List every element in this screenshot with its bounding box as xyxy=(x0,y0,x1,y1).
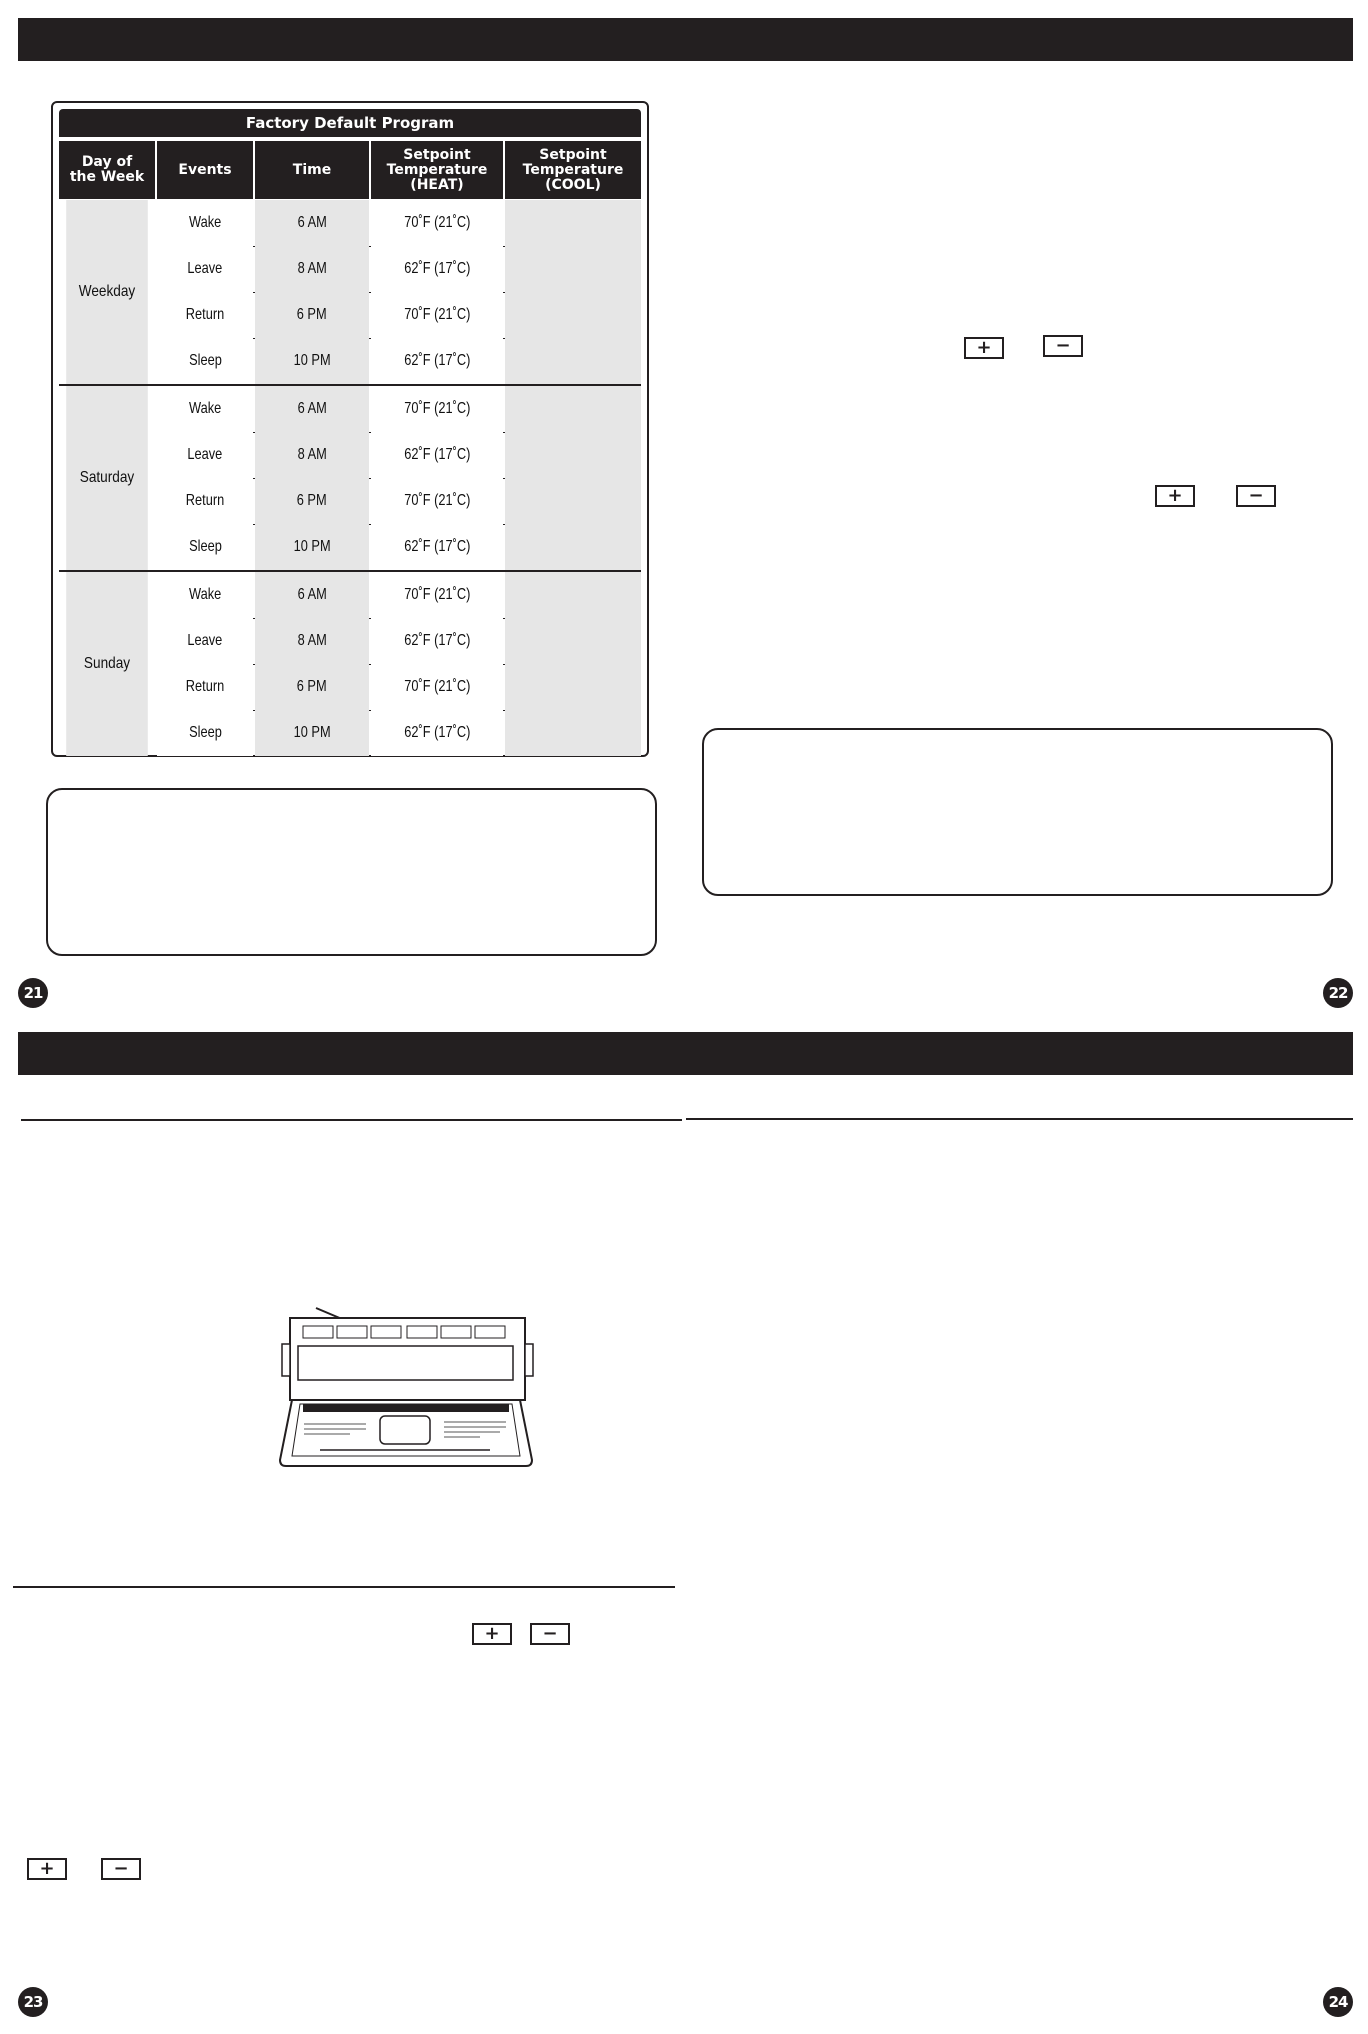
table-cell-heat-text: 70˚F (21˚C) xyxy=(403,306,471,323)
note-panel-right xyxy=(702,728,1333,896)
table-cell-event-text: Wake xyxy=(188,400,222,417)
plus-button[interactable]: + xyxy=(964,337,1004,359)
thermostat-illustration xyxy=(270,1300,540,1480)
header-cool-line2: Temperature xyxy=(522,161,624,178)
table-cell-cool xyxy=(505,292,641,338)
table-cell-heat-text: 62˚F (17˚C) xyxy=(403,352,471,369)
table-cell-heat xyxy=(371,524,503,570)
table-cell-event-text: Wake xyxy=(188,586,222,603)
table-cell-time-text: 10 PM xyxy=(293,352,331,369)
header-time xyxy=(255,141,369,199)
table-cell-event-text: Leave xyxy=(187,446,223,463)
minus-button[interactable]: − xyxy=(530,1623,570,1645)
header-cool-line1: Setpoint xyxy=(539,146,607,163)
header-heat-line3: (HEAT) xyxy=(410,176,464,193)
table-cell-cool xyxy=(505,386,641,432)
minus-button[interactable]: − xyxy=(101,1858,141,1880)
table-cell-event-text: Return xyxy=(185,678,225,695)
factory-default-program-table xyxy=(51,101,649,757)
table-cell-heat-text: 70˚F (21˚C) xyxy=(403,586,471,603)
table-cell-cool xyxy=(505,432,641,478)
table-cell-time xyxy=(255,618,369,664)
header-bar-bottom xyxy=(18,1032,1353,1075)
table-cell-event-text: Leave xyxy=(187,632,223,649)
header-day-line1: Day of xyxy=(81,154,133,170)
table-cell-heat-text: 62˚F (17˚C) xyxy=(403,446,471,463)
day-cell: Sunday xyxy=(66,572,148,756)
day-cell: Weekday xyxy=(66,200,148,384)
table-cell-heat xyxy=(371,618,503,664)
table-cell-heat xyxy=(371,432,503,478)
header-cool-line3: (COOL) xyxy=(545,176,601,193)
table-cell-time-text: 6 AM xyxy=(297,400,327,417)
table-cell-event xyxy=(157,524,253,570)
page-number-21: 21 xyxy=(18,978,48,1008)
table-cell-time-text: 6 PM xyxy=(297,306,327,323)
table-cell-event xyxy=(157,618,253,664)
table-cell-cool xyxy=(505,246,641,292)
table-cell-event-text: Return xyxy=(185,492,225,509)
table-cell-time xyxy=(255,246,369,292)
table-cell-heat-text: 70˚F (21˚C) xyxy=(403,678,471,695)
table-cell-event xyxy=(157,246,253,292)
header-events xyxy=(157,141,253,199)
table-cell-event-text: Leave xyxy=(187,260,223,277)
table-cell-cool xyxy=(505,664,641,710)
table-title: Factory Default Program xyxy=(59,109,641,137)
table-cell-event xyxy=(157,432,253,478)
header-day-line2: the Week xyxy=(69,169,145,185)
table-cell-cool xyxy=(505,710,641,756)
table-cell-time-text: 6 AM xyxy=(297,214,327,231)
table-cell-time xyxy=(255,386,369,432)
table-cell-time xyxy=(255,478,369,524)
table-cell-heat-text: 62˚F (17˚C) xyxy=(403,538,471,555)
table-cell-time-text: 6 PM xyxy=(297,678,327,695)
table-cell-heat xyxy=(371,572,503,618)
table-cell-event xyxy=(157,664,253,710)
plus-button[interactable]: + xyxy=(1155,485,1195,507)
header-events-label: Events xyxy=(178,161,232,178)
header-heat-line2: Temperature xyxy=(386,161,488,178)
table-cell-event-text: Sleep xyxy=(188,538,222,555)
table-cell-event xyxy=(157,710,253,756)
table-cell-time-text: 6 PM xyxy=(297,492,327,509)
table-cell-heat xyxy=(371,292,503,338)
table-cell-heat xyxy=(371,664,503,710)
table-cell-event xyxy=(157,338,253,384)
table-cell-cool xyxy=(505,200,641,246)
page-number-23: 23 xyxy=(18,1987,48,2017)
table-cell-event-text: Return xyxy=(185,306,225,323)
header-heat xyxy=(371,141,503,199)
table-cell-time xyxy=(255,524,369,570)
section-rule-right-top xyxy=(686,1118,1353,1120)
table-cell-cool xyxy=(505,524,641,570)
table-cell-heat-text: 62˚F (17˚C) xyxy=(403,632,471,649)
header-heat-line1: Setpoint xyxy=(403,146,471,163)
day-cell: Saturday xyxy=(66,386,148,570)
table-cell-heat-text: 70˚F (21˚C) xyxy=(403,400,471,417)
table-cell-time xyxy=(255,292,369,338)
table-cell-time xyxy=(255,432,369,478)
table-cell-cool xyxy=(505,618,641,664)
minus-button[interactable]: − xyxy=(1236,485,1276,507)
table-cell-event xyxy=(157,478,253,524)
table-cell-event xyxy=(157,200,253,246)
table-cell-event xyxy=(157,572,253,618)
section-rule-left-mid xyxy=(13,1586,675,1588)
plus-button[interactable]: + xyxy=(27,1858,67,1880)
page-number-24: 24 xyxy=(1323,1987,1353,2017)
table-cell-cool xyxy=(505,572,641,618)
table-cell-heat xyxy=(371,478,503,524)
table-cell-time-text: 8 AM xyxy=(297,632,327,649)
page-number-22: 22 xyxy=(1323,978,1353,1008)
table-cell-heat xyxy=(371,200,503,246)
table-cell-event-text: Sleep xyxy=(188,724,222,741)
table-cell-heat xyxy=(371,338,503,384)
note-panel-left xyxy=(46,788,657,956)
header-day-of-week xyxy=(59,141,155,199)
table-cell-time-text: 8 AM xyxy=(297,260,327,277)
table-cell-time-text: 10 PM xyxy=(293,538,331,555)
table-cell-time xyxy=(255,200,369,246)
table-cell-heat-text: 70˚F (21˚C) xyxy=(403,214,471,231)
plus-button[interactable]: + xyxy=(472,1623,512,1645)
table-cell-heat-text: 62˚F (17˚C) xyxy=(403,260,471,277)
table-cell-heat-text: 62˚F (17˚C) xyxy=(403,724,471,741)
table-cell-heat xyxy=(371,710,503,756)
table-cell-event-text: Wake xyxy=(188,214,222,231)
header-bar-top xyxy=(18,18,1353,61)
table-cell-time-text: 8 AM xyxy=(297,446,327,463)
table-cell-heat xyxy=(371,246,503,292)
minus-button[interactable]: − xyxy=(1043,335,1083,357)
table-cell-cool xyxy=(505,338,641,384)
table-cell-heat-text: 70˚F (21˚C) xyxy=(403,492,471,509)
table-cell-time-text: 10 PM xyxy=(293,724,331,741)
table-cell-heat xyxy=(371,386,503,432)
table-cell-event xyxy=(157,386,253,432)
header-time-label: Time xyxy=(292,161,332,178)
header-cool xyxy=(505,141,641,199)
table-cell-cool xyxy=(505,478,641,524)
table-cell-time xyxy=(255,710,369,756)
section-rule-left-top xyxy=(21,1119,682,1121)
table-cell-event xyxy=(157,292,253,338)
table-cell-time xyxy=(255,338,369,384)
table-cell-time xyxy=(255,572,369,618)
table-cell-time-text: 6 AM xyxy=(297,586,327,603)
table-cell-event-text: Sleep xyxy=(188,352,222,369)
table-cell-time xyxy=(255,664,369,710)
